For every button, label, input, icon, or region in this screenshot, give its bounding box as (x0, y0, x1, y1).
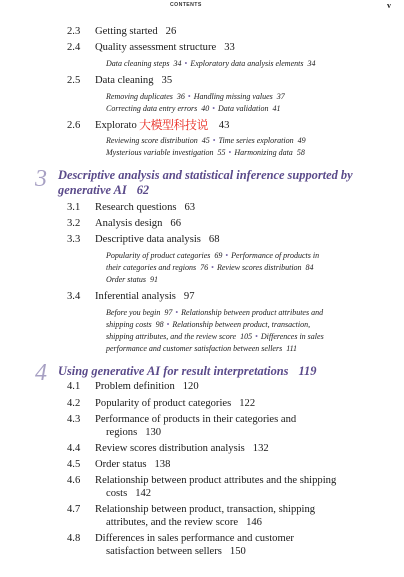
section-page: 63 (184, 202, 196, 213)
section-page: 150 (229, 546, 246, 557)
subsection-entry[interactable]: Correcting data entry errors 40 (106, 104, 210, 113)
chapter-page: 119 (298, 364, 317, 378)
section-title-line1: Relationship between product, transaction, shipping (95, 504, 316, 515)
bullet-separator: • (228, 148, 232, 157)
section-number: 4.8 (67, 533, 81, 544)
subsection-entry[interactable]: Relationship between product, transaction, (172, 320, 311, 329)
section-number: 2.3 (67, 26, 81, 37)
section-number: 3.3 (67, 234, 81, 245)
section-number: 4.7 (67, 504, 81, 515)
section-number: 3.1 (67, 202, 81, 213)
section-title: Descriptive data analysis (95, 234, 201, 245)
chapter-number: 4 (35, 360, 47, 386)
subsection-entry[interactable]: Reviewing score distribution 45 (106, 136, 210, 145)
section-title: Popularity of product categories (95, 398, 232, 409)
section-page: 132 (252, 443, 269, 454)
running-title: CONTENTS (170, 2, 202, 8)
section-title: Research questions (95, 202, 177, 213)
section-page: 146 (246, 517, 262, 528)
subsection-entry[interactable]: Review scores distribution 84 (216, 263, 314, 272)
section-title: Review scores distribution analysis (95, 443, 245, 454)
page-number: v (387, 1, 391, 10)
subsection-entry[interactable]: Performance of products in (231, 251, 320, 260)
section-page: 26 (165, 26, 177, 37)
toc-subsections-2-6 (106, 135, 368, 159)
section-page: 35 (161, 75, 173, 86)
section-title-line2: satisfaction between sellers (106, 546, 222, 557)
section-title: Quality assessment structure (95, 42, 217, 53)
section-title: Explorato (95, 120, 137, 131)
subsection-entry[interactable]: Removing duplicates 36 (106, 92, 185, 101)
watermark: 大模型科技说 (139, 118, 209, 132)
subsection-entry[interactable]: Handling missing values 37 (193, 92, 285, 101)
section-page: 97 (183, 291, 195, 302)
section-number: 2.6 (67, 120, 81, 131)
chapter-title: Using generative AI for result interpretations (58, 364, 289, 378)
section-number: 4.2 (67, 398, 81, 409)
section-number: 3.4 (67, 291, 81, 302)
section-title-line2: attributes, and the review score (106, 517, 239, 528)
section-title-line1: Performance of products in their categories and (95, 414, 297, 425)
chapter-page: 62 (136, 183, 150, 197)
running-head (0, 2, 404, 12)
section-page: 122 (239, 398, 256, 409)
bullet-separator: • (225, 251, 229, 260)
section-title-line1: Differences in sales performance and customer (95, 533, 294, 544)
section-number: 4.5 (67, 459, 81, 470)
subsection-entry[interactable]: Harmonizing data 58 (234, 148, 305, 157)
section-number: 2.4 (67, 42, 81, 53)
subsection-entry-cont[interactable]: shipping costs 98 (106, 320, 164, 329)
section-title: Problem definition (95, 381, 175, 392)
toc-subsections-3-3 (106, 250, 368, 286)
section-page: 142 (135, 488, 152, 499)
section-page: 130 (145, 427, 162, 438)
subsection-entry[interactable]: Data validation 41 (218, 104, 281, 113)
section-number: 4.6 (67, 475, 81, 486)
bullet-separator: • (255, 332, 258, 341)
toc-subsections-3-4 (106, 307, 368, 355)
section-page: 33 (224, 42, 235, 53)
bullet-separator: • (184, 59, 188, 68)
section-number: 4.3 (67, 414, 81, 425)
section-title-line1: Relationship between product attributes and the shipping (95, 475, 337, 486)
chapter-number: 3 (35, 166, 47, 192)
subsection-entry[interactable]: Differences in sales (260, 332, 324, 341)
subsection-entry-cont[interactable]: shipping attributes, and the review score 105 (106, 332, 253, 341)
subsection-entry[interactable]: Data cleaning steps 34 (106, 59, 182, 68)
bullet-separator: • (175, 308, 179, 317)
section-page: 120 (182, 381, 199, 392)
section-title: Analysis design (95, 218, 163, 229)
section-number: 4.1 (67, 381, 81, 392)
subsection-entry[interactable]: Mysterious variable investigation 55 (106, 148, 226, 157)
subsection-entry[interactable]: Relationship between product attributes and (181, 308, 324, 317)
bullet-separator: • (212, 136, 216, 145)
section-page: 68 (208, 234, 220, 245)
bullet-separator: • (212, 104, 215, 113)
subsection-entry-cont[interactable]: their categories and regions 76 (106, 263, 209, 272)
subsection-entry[interactable]: Time series exploration 49 (218, 136, 306, 145)
section-number: 3.2 (67, 218, 81, 229)
subsection-entry-cont[interactable]: performance and customer satisfaction between sellers 111 (106, 344, 298, 353)
subsection-entry[interactable]: Exploratory data analysis elements 34 (190, 59, 316, 68)
section-title: Data cleaning (95, 75, 154, 86)
bullet-separator: • (211, 263, 214, 272)
section-number: 2.5 (67, 75, 81, 86)
section-title: Getting started (95, 26, 158, 37)
section-page: 138 (154, 459, 171, 470)
section-title: Inferential analysis (95, 291, 176, 302)
section-title-line2: regions (106, 427, 138, 438)
section-title: Order status (95, 459, 147, 470)
section-number: 4.4 (67, 443, 81, 454)
section-title-line2: costs (106, 488, 128, 499)
chapter-title-line1: Descriptive analysis and statistical inference supported by (58, 168, 353, 182)
bullet-separator: • (166, 320, 170, 329)
subsection-entry[interactable]: Before you begin 97 (106, 308, 173, 317)
subsection-entry[interactable]: Popularity of product categories 69 (106, 251, 223, 260)
toc-subsections-2-4 (106, 58, 368, 70)
subsection-entry[interactable]: Order status 91 (106, 275, 158, 284)
chapter-title-line2: generative AI (58, 183, 127, 197)
section-page: 66 (170, 218, 181, 229)
section-page: 43 (218, 120, 230, 131)
bullet-separator: • (187, 92, 191, 101)
toc-subsections-2-5 (106, 91, 368, 115)
